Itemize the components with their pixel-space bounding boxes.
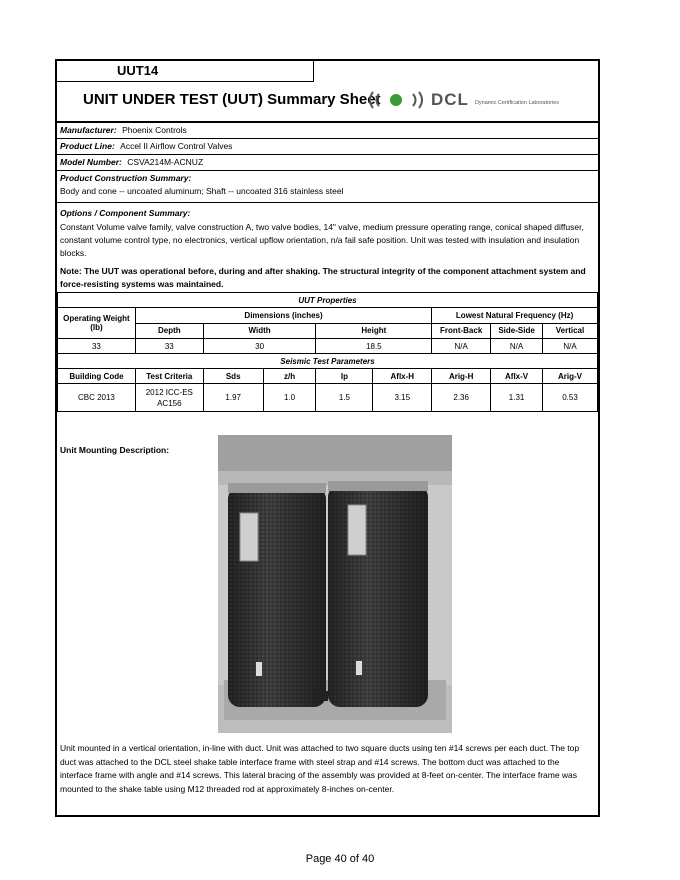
table-cell: 18.5 xyxy=(316,339,432,354)
dims-header: Dimensions (inches) xyxy=(135,308,431,324)
table-cell: CBC 2013 xyxy=(58,384,136,412)
summary-sheet xyxy=(55,59,600,817)
manufacturer-row: Manufacturer: Phoenix Controls xyxy=(60,125,187,135)
page-number: Page 40 of 40 xyxy=(305,853,375,865)
table-cell: N/A xyxy=(543,339,598,354)
page-title: UNIT UNDER TEST (UUT) Summary Sheet xyxy=(83,91,381,108)
freq-header: Lowest Natural Frequency (Hz) xyxy=(432,308,598,324)
uut-id: UUT14 xyxy=(57,61,314,82)
col-width: Width xyxy=(203,323,316,339)
table-header: z/h xyxy=(263,369,316,384)
table-header: Building Code xyxy=(58,369,136,384)
product-line-value: Accel II Airflow Control Valves xyxy=(120,141,233,151)
model-row: Model Number: CSVA214M-ACNUZ xyxy=(60,157,204,167)
model-value: CSVA214M-ACNUZ xyxy=(127,157,204,167)
table-header: Sds xyxy=(203,369,263,384)
dcl-wave-icon xyxy=(365,89,427,111)
table-cell: 33 xyxy=(58,339,136,354)
table-cell: N/A xyxy=(491,339,543,354)
product-line-row: Product Line: Accel II Airflow Control Valves xyxy=(60,141,233,151)
col-vertical: Vertical xyxy=(543,323,598,339)
table-cell: 1.0 xyxy=(263,384,316,412)
construction-value: Body and cone -- uncoated aluminum; Shaft -- uncoated 316 stainless steel xyxy=(60,186,344,196)
manufacturer-value: Phoenix Controls xyxy=(122,125,187,135)
table-cell: 3.15 xyxy=(373,384,432,412)
seismic-heading: Seismic Test Parameters xyxy=(58,354,598,369)
table-header: Aflx-H xyxy=(373,369,432,384)
table-cell: 0.53 xyxy=(543,384,598,412)
table-header: Aflx-V xyxy=(491,369,543,384)
table-header: Ip xyxy=(316,369,373,384)
options-value: Constant Volume valve family, valve construction A, two valve bodies, 14" valve, medium pressure operating range, conical shaped diffuser, constant volume control type, no electronics, vertical upflow orientation, n/a fail safe position. Unit was tested with insulation and insulation blocks. xyxy=(60,222,584,258)
table-cell: 1.31 xyxy=(491,384,543,412)
col-height: Height xyxy=(316,323,432,339)
table-cell: 33 xyxy=(135,339,203,354)
table-cell: 30 xyxy=(203,339,316,354)
table-cell: 2.36 xyxy=(432,384,491,412)
table-header: Arig-V xyxy=(543,369,598,384)
options-label: Options / Component Summary: xyxy=(60,208,191,218)
table-header: Arig-H xyxy=(432,369,491,384)
dcl-logo-subtext: Dynamic Certification Laboratories xyxy=(474,100,560,106)
uut-properties-heading: UUT Properties xyxy=(58,293,598,308)
mounting-label: Unit Mounting Description: xyxy=(60,445,170,455)
col-front-back: Front-Back xyxy=(432,323,491,339)
note-text: Note: The UUT was operational before, during and after shaking. The structural integrity of the component attachment system and force-resisting systems was maintained. xyxy=(60,266,586,289)
dcl-logo xyxy=(365,89,559,111)
table-cell: 2012 ICC-ES AC156 xyxy=(135,384,203,412)
unit-photo-image xyxy=(218,435,452,733)
mounting-text: Unit mounted in a vertical orientation, in-line with duct. Unit was attached to two square ducts using ten #14 screws per each duct. The top duct was attached to the DCL steel shake table interface frame with steel strap and #14 screws. The bottom duct was attached to the interface frame with angle and #14 screws. This lateral bracing of the assembly was provided at 8-feet on-center. The interface frame was mounted to the shake table using M12 threaded rod at approximately 8-inches on-center. xyxy=(60,743,580,794)
col-side-side: Side-Side xyxy=(491,323,543,339)
weight-header: Operating Weight (lb) xyxy=(58,308,136,339)
col-depth: Depth xyxy=(135,323,203,339)
table-cell: N/A xyxy=(432,339,491,354)
construction-label: Product Construction Summary: xyxy=(60,173,192,183)
uut-properties-table xyxy=(57,292,598,412)
table-header: Test Criteria xyxy=(135,369,203,384)
dcl-logo-text: DCL xyxy=(431,90,469,109)
table-cell: 1.97 xyxy=(203,384,263,412)
table-cell: 1.5 xyxy=(316,384,373,412)
unit-photo xyxy=(218,435,452,733)
